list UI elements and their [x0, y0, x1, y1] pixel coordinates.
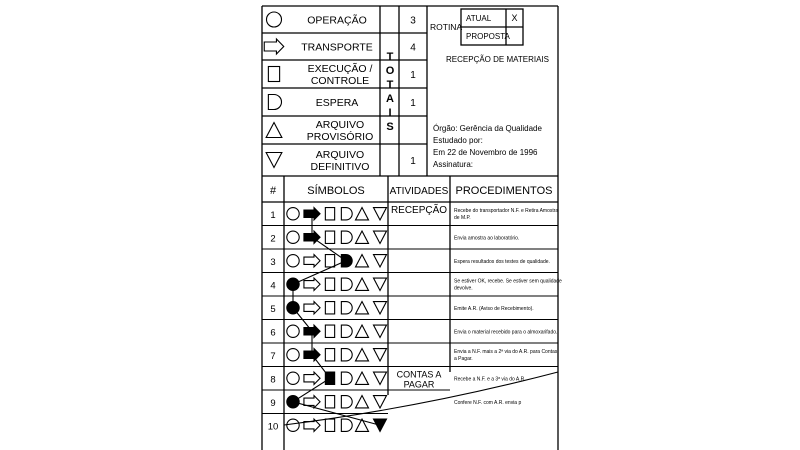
triangle-up-icon — [355, 278, 368, 290]
legend-label: ESPERA — [315, 97, 359, 109]
row-procedimento: devolve. — [454, 285, 473, 292]
triangle-down-icon — [373, 208, 386, 220]
total-value: 1 — [410, 98, 416, 109]
table-row — [262, 302, 558, 320]
row-procedimento: Envia amostra ao laboratório. — [454, 235, 520, 242]
table-row — [262, 255, 558, 273]
row-procedimento: a Pagar. — [454, 355, 473, 362]
row-procedimento: Recebe a N.F. e a 3ª via do A.R. — [454, 376, 526, 383]
circle-icon — [287, 349, 299, 361]
orgao-text: Órgão: Gerência da Qualidade — [433, 124, 542, 133]
row-number: 9 — [270, 397, 276, 409]
square-icon — [325, 208, 334, 220]
row-number: 6 — [270, 327, 276, 339]
assinatura-text: Assinatura: — [433, 160, 474, 169]
triangle-up-icon — [355, 208, 368, 220]
triangle-up-icon — [355, 231, 368, 243]
table-row — [262, 369, 526, 390]
d-shape-icon — [268, 95, 281, 110]
d-shape-icon — [341, 302, 352, 314]
row-number: 2 — [270, 233, 276, 245]
triangle-up-icon — [355, 255, 368, 267]
row-procedimento: Se estiver OK, recebe. Se estiver sem qualidade — [454, 278, 562, 285]
row-procedimento: de M.P. — [454, 214, 471, 221]
rotina-section — [430, 13, 549, 64]
legend-label: EXECUÇÃO / — [307, 63, 373, 75]
circle-icon — [287, 231, 299, 243]
arrow-icon — [304, 372, 320, 384]
table-row — [262, 203, 558, 226]
atual-mark: X — [511, 13, 518, 23]
table-row — [262, 278, 562, 296]
row-number: 5 — [270, 303, 276, 315]
data-text: Em 22 de Novembro de 1996 — [433, 148, 538, 157]
legend-item — [264, 39, 373, 54]
total-value: 3 — [410, 15, 416, 27]
row-procedimento: Emite A.R. (Aviso de Recebimento). — [454, 305, 534, 312]
arrow-icon — [264, 39, 284, 54]
d-shape-icon — [341, 396, 352, 408]
header-simbolos: SÍMBOLOS — [307, 185, 365, 197]
circle-icon — [287, 419, 299, 431]
d-shape-icon — [341, 325, 352, 337]
row-number: 8 — [270, 374, 276, 386]
total-value: 1 — [410, 70, 416, 81]
triangle-down-icon — [373, 349, 386, 361]
d-shape-icon — [341, 231, 352, 243]
square-icon — [268, 67, 279, 82]
triangle-up-icon — [355, 325, 368, 337]
row-number: 4 — [270, 280, 276, 292]
legend-label: PROVISÓRIO — [306, 131, 374, 143]
row-atividade: CONTAS A — [396, 369, 442, 380]
legend-item — [266, 119, 373, 143]
legend-label: CONTROLE — [310, 75, 370, 87]
square-icon — [325, 396, 334, 408]
triangle-down-icon — [373, 325, 386, 337]
row-procedimento: Espera resultados dos testes de qualidade. — [454, 258, 550, 265]
totais-label — [386, 51, 395, 133]
legend-label: TRANSPORTE — [301, 41, 373, 54]
svg-text:TOTAIS: T O T A I S — [385, 51, 395, 133]
circle-icon — [267, 12, 282, 27]
triangle-down-icon — [373, 372, 386, 384]
triangle-down-icon — [266, 153, 282, 168]
rotina-title: RECEPÇÃO DE MATERIAIS — [446, 55, 549, 64]
table-row — [262, 325, 558, 343]
legend-item — [267, 12, 367, 27]
legend-label: OPERAÇÃO — [307, 14, 367, 27]
table-row — [262, 396, 521, 414]
triangle-up-icon — [266, 123, 282, 138]
circle-icon — [287, 255, 299, 267]
arrow-icon — [304, 396, 320, 408]
arrow-icon — [304, 255, 320, 267]
arrow-icon — [304, 302, 320, 314]
table-row — [262, 231, 558, 249]
d-shape-icon — [341, 278, 352, 290]
legend-label: DEFINITIVO — [310, 161, 370, 173]
header-procedimentos: PROCEDIMENTOS — [455, 185, 553, 197]
circle-icon — [287, 372, 299, 384]
d-shape-icon — [341, 372, 352, 384]
circle-icon — [287, 208, 299, 220]
triangle-up-icon — [355, 349, 368, 361]
square-icon — [325, 255, 334, 267]
triangle-down-icon — [373, 396, 386, 408]
d-shape-icon — [341, 349, 352, 361]
row-number: 10 — [267, 421, 279, 433]
square-icon — [325, 231, 334, 243]
square-icon — [325, 325, 334, 337]
d-shape-icon — [341, 208, 352, 220]
arrow-icon — [304, 278, 320, 290]
row-atividade: PAGAR — [403, 379, 435, 390]
triangle-down-icon — [373, 231, 386, 243]
row-atividade: RECEPÇÃO — [390, 204, 448, 216]
square-icon — [325, 349, 334, 361]
square-icon — [325, 419, 334, 431]
triangle-up-icon — [355, 302, 368, 314]
triangle-down-icon — [373, 302, 386, 314]
rotina-label: ROTINA — [430, 22, 463, 32]
atual-label: ATUAL — [466, 14, 492, 23]
row-procedimento: Confere N.F. com A.R. envia p — [454, 399, 522, 406]
triangle-down-icon — [373, 278, 386, 290]
square-icon — [325, 278, 334, 290]
legend-item — [266, 149, 369, 173]
legend-item — [268, 95, 358, 110]
table-row — [262, 349, 558, 367]
legend-item — [268, 62, 372, 87]
circle-icon — [287, 325, 299, 337]
d-shape-icon — [341, 419, 352, 431]
row-procedimento: Recebe do transportador N.F. e Retira Amostra — [454, 207, 559, 214]
table-header — [270, 184, 553, 197]
row-number: 1 — [270, 209, 276, 221]
table-row — [268, 419, 387, 432]
header-num: # — [269, 185, 277, 197]
row-procedimento: Envia a N.F. mais a 2ª via do A.R. para Contas — [454, 348, 558, 355]
row-procedimento: Envia o material recebido para o almoxarifado. — [454, 329, 558, 336]
square-icon — [325, 302, 334, 314]
triangle-down-icon — [373, 255, 386, 267]
triangle-up-icon — [355, 396, 368, 408]
row-number: 7 — [270, 350, 276, 362]
header-atividades: ATIVIDADES — [389, 186, 449, 197]
legend-label: ARQUIVO — [315, 119, 365, 131]
legend-label: ARQUIVO — [315, 149, 365, 161]
total-value: 1 — [410, 156, 416, 167]
info-block — [433, 124, 543, 169]
total-value: 4 — [410, 42, 416, 54]
triangle-up-icon — [355, 372, 368, 384]
proposta-label: PROPOSTA — [466, 32, 510, 41]
row-number: 3 — [270, 256, 276, 268]
estudado-text: Estudado por: — [433, 136, 483, 145]
